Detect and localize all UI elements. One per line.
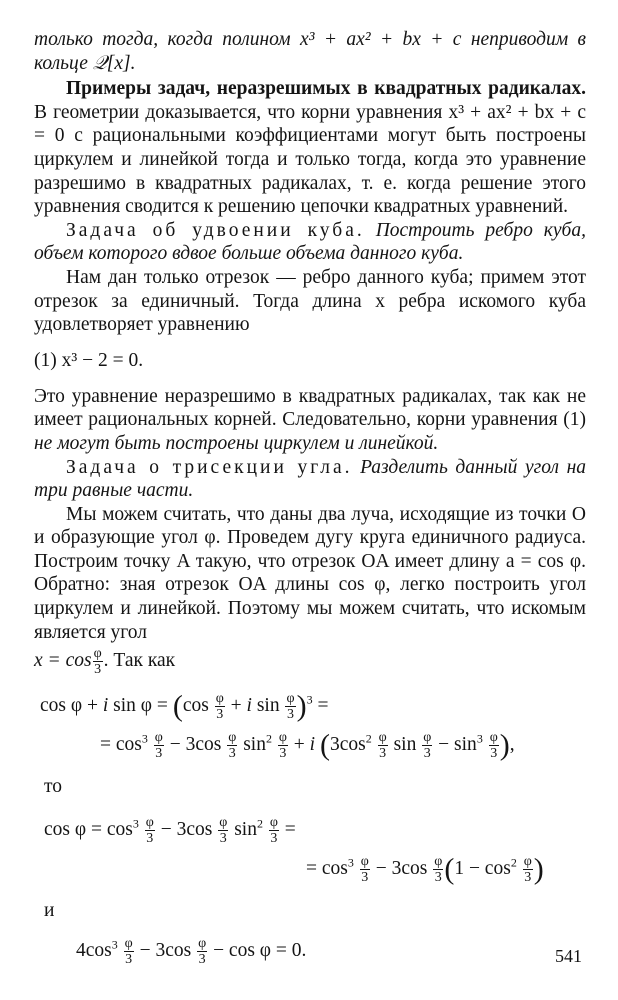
formula-demoivre bbox=[34, 691, 586, 761]
equation-1: (1) x³ − 2 = 0. bbox=[34, 349, 144, 371]
paragraph-7-tail: x = cos $\frac{\varphi}{3}$ . Так как bbox=[34, 646, 176, 678]
paragraph-cube bbox=[34, 219, 586, 266]
formula-cos-expansion bbox=[34, 815, 586, 885]
paragraph-1: только тогда, когда полином x³ + ax² + bx + c неприводим в кольце 𝒬[x]. bbox=[34, 29, 586, 74]
trisection-task: Разделить данный угол на три равные части. bbox=[34, 456, 586, 502]
cube-problem-title: Задача об удвоении куба. bbox=[66, 219, 365, 241]
formula-line: = $\cos^3$ $\frac{\varphi}{3}$ − 3cos $\frac{\varphi}{3}$ ($1 - \cos^2$ $\frac{\varphi}{3}$ ) bbox=[306, 852, 544, 886]
cube-problem-task: Построить ребро куба, объем которого вдвое больше объема данного куба. bbox=[34, 219, 586, 265]
paragraph-5: Это уравнение неразрешимо в квадратных радикалах, так как не имеет рациональных корней. Следовательно, корни уравнения (1) не могут быть построены циркулем и линейкой. bbox=[34, 385, 586, 454]
page-content bbox=[34, 28, 586, 967]
paragraph-7: Мы можем считать, что даны два луча, исходящие из точки O и образующие угол φ. Проведем дугу круга единичного радиуса. Построим точку A такую, что отрезок OA имеет длину a = cos φ. Обратно: зная отрезок OA длины cos φ, легко построить угол циркулем и линейкой. Поэтому мы можем считать, что искомым является угол bbox=[34, 503, 586, 643]
paragraph-trisection bbox=[34, 456, 586, 503]
formula-line: $\cos \varphi = \cos^3$ $\frac{\varphi}{3}$ − 3cos $\frac{\varphi}{3}$ $\sin^2$ $\frac{\varphi}{3}$ = bbox=[44, 814, 296, 846]
formula-cubic-cos: $4\cos^3$ $\frac{\varphi}{3}$ − 3cos $\frac{\varphi}{3}$ − cos φ = 0. bbox=[76, 936, 307, 968]
word-to: то bbox=[44, 776, 63, 798]
trisection-title: Задача о трисекции угла. bbox=[66, 456, 353, 478]
word-and: и bbox=[44, 899, 55, 921]
formula-line: = $\cos^3$ $\frac{\varphi}{3}$ − 3cos $\frac{\varphi}{3}$ $\sin^2$ $\frac{\varphi}{3}$ + i ($3\cos^2$ $\frac{\varphi}{3}$ sin $\frac{\varphi}{3}$ − $\sin^3$ $\frac{\varphi}{3}$ ), bbox=[100, 728, 515, 762]
page-number: 541 bbox=[555, 946, 582, 966]
paragraph-2: Примеры задач, неразрешимых в квадратных радикалах. В геометрии доказывается, что корни уравнения x³ + ax² + bx + c = 0 с рациональными коэффициентами могут быть построены циркулем и линейкой тогда и только тогда, когда это уравнение разрешимо в квадратных радикалах, т. е. когда решение этого уравнения сводится к решению цепочки квадратных уравнений. bbox=[34, 78, 586, 218]
formula-line: cos φ + i sin φ = (cos $\frac{\varphi}{3}$ + i sin $\frac{\varphi}{3}$ )$^3$ = bbox=[40, 689, 329, 723]
section-heading: Примеры задач, неразрешимых в квадратных радикалах. bbox=[66, 78, 586, 100]
paragraph-4: Нам дан только отрезок — ребро данного куба; примем этот отрезок за единичный. Тогда длина x ребра искомого куба удовлетворяет уравнению bbox=[34, 266, 586, 336]
fraction: $\frac{\varphi}{3}$ bbox=[93, 646, 102, 678]
